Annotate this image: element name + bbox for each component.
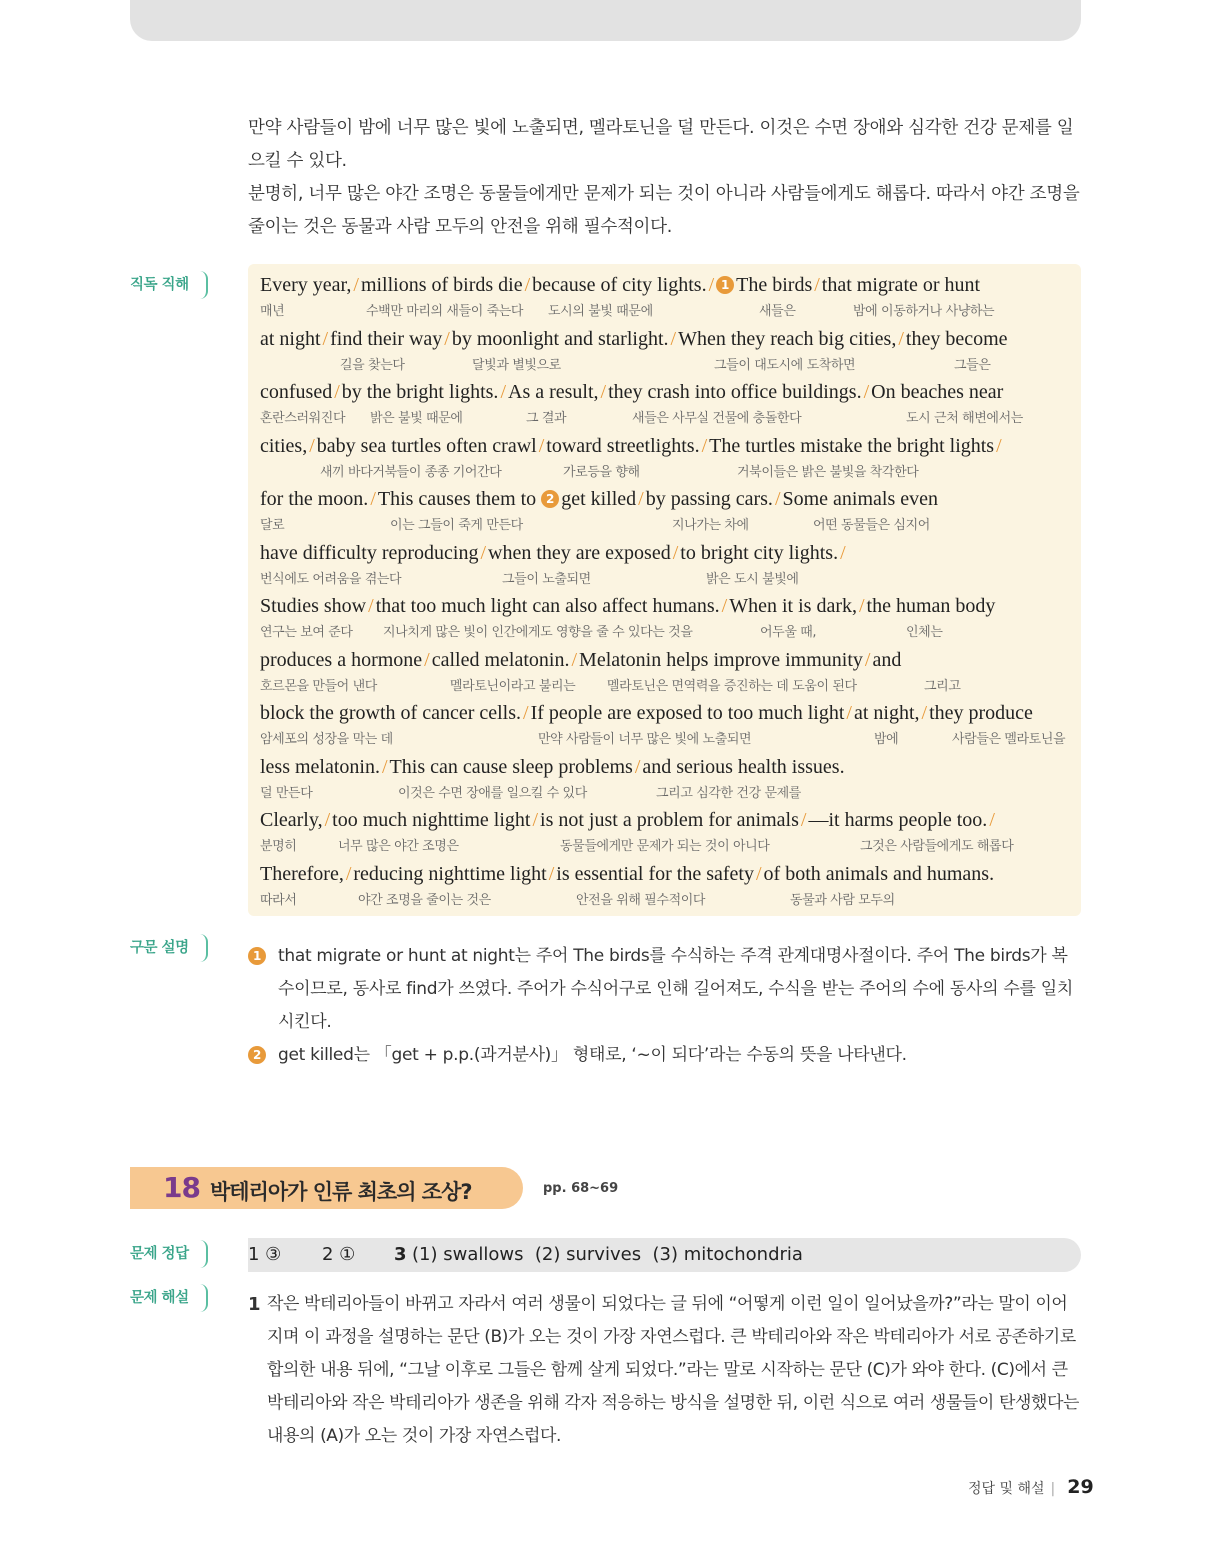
page-number: 29 [1067,1476,1094,1498]
korean-gloss: 그들은 [954,358,991,373]
top-bar [130,0,1081,41]
english-line: for the moon. / This causes them to 2 get killed / by passing cars. / Some animals even [260,488,939,510]
note-text: that migrate or hunt at night는 주어 The birds를 수식하는 주격 관계대명사절이다. 주어 The birds가 복수이므로, 동사로 find가 쓰였다. 주어가 수식어구로 인해 길어져도, 수식을 받는 주어의 수에 동사의 수를 일치시킨다. [278,946,1073,1032]
korean-gloss: 번식에도 어려움을 겪는다 [260,572,402,587]
korean-gloss: 그리고 [924,679,961,694]
chunk: by moonlight and starlight. [451,328,669,350]
chunk: at night [260,328,321,350]
english-line: at night / find their way / by moonlight and starlight. / When they reach big cities, / they become [260,328,1008,350]
korean-gloss: 어두울 때, [760,625,817,640]
chunk: and [872,649,902,671]
chunk: Therefore, [260,863,344,885]
chunk: toward streetlights. [546,435,700,457]
chunk: millions of birds die [360,274,523,296]
chunk: less melatonin. [260,756,380,778]
english-line: Every year, / millions of birds die / because of city lights. / 1 The birds / that migrate or hunt [260,274,981,296]
chunk: Some animals even [782,488,939,510]
korean-gloss: 연구는 보여 준다 [260,625,353,640]
korean-gloss: 혼란스러워진다 [260,411,346,426]
chunk: because of city lights. [532,274,707,296]
chunk: This causes them to [377,488,537,510]
korean-gloss: 달로 [260,518,285,533]
chunk: —it harms people too. [808,809,988,831]
section-pages: pp. 68~69 [543,1181,619,1196]
chunk: find their way [330,328,443,350]
english-line: have difficulty reproducing / when they are exposed / to bright city lights. / [260,542,846,564]
chunk: baby sea turtles often crawl [316,435,537,457]
korean-gloss: 만약 사람들이 너무 많은 빛에 노출되면 [538,732,752,747]
chunk: they produce [929,702,1033,724]
english-line: Therefore, / reducing nighttime light / is essential for the safety / of both animals and humans. [260,863,995,885]
korean-gloss: 새들은 사무실 건물에 충돌한다 [632,411,802,426]
chunk: Every year, [260,274,352,296]
korean-gloss: 암세포의 성장을 막는 데 [260,732,393,747]
marker-1: 1 [716,276,734,294]
chunk: block the growth of cancer cells. [260,702,522,724]
grammar-notes [248,940,1083,1072]
chunk: get killed [561,488,637,510]
answer-label: 문제 정답 [130,1240,208,1268]
korean-gloss: 이는 그들이 죽게 만든다 [390,518,523,533]
section-number: 18 [163,1171,200,1204]
chunk: called melatonin. [431,649,570,671]
explanation-label: 문제 해설 [130,1284,208,1312]
footer-text: 정답 및 해설 [968,1481,1045,1497]
english-line: produces a hormone / called melatonin. / Melatonin helps improve immunity / and [260,649,902,671]
korean-gloss: 도시의 불빛 때문에 [548,304,653,319]
chunk: by the bright lights. [341,381,499,403]
explanation-number: 1 [248,1294,261,1315]
chunk: the human body [866,595,996,617]
chunk: have difficulty reproducing [260,542,479,564]
chunk: by passing cars. [645,488,773,510]
section-header [130,1167,523,1209]
korean-translation [248,112,1083,244]
korean-gloss: 동물들에게만 문제가 되는 것이 아니다 [560,839,770,854]
korean-gloss: 길을 찾는다 [340,358,405,373]
korean-gloss: 밤에 이동하거나 사냥하는 [853,304,995,319]
chunk: at night, [853,702,920,724]
korean-gloss: 야간 조명을 줄이는 것은 [358,893,491,908]
korean-gloss: 거북이들은 밝은 불빛을 착각한다 [737,465,919,480]
answer-bar [248,1238,1081,1272]
korean-gloss: 달빛과 별빛으로 [472,358,561,373]
korean-gloss: 멜라토닌이라고 불리는 [450,679,576,694]
korean-gloss: 동물과 사람 모두의 [790,893,895,908]
grammar-note [248,1039,1083,1072]
answer-3: (1) swallows (2) survives (3) mitochondria [412,1244,803,1265]
english-line: Clearly, / too much nighttime light / is not just a problem for animals / —it harms people too. / [260,809,995,831]
korean-gloss: 밝은 불빛 때문에 [370,411,463,426]
chunk: Studies show [260,595,367,617]
korean-gloss: 이것은 수면 장애를 일으킬 수 있다 [398,786,587,801]
chunk: they become [905,328,1008,350]
chunk: As a result, [508,381,599,403]
chunk: that migrate or hunt [821,274,981,296]
korean-gloss: 덜 만든다 [260,786,313,801]
reading-box [248,264,1081,916]
chunk: to bright city lights. [680,542,839,564]
korean-gloss: 그 결과 [526,411,567,426]
korean-gloss: 가로등을 향해 [563,465,640,480]
korean-gloss: 그들이 대도시에 도착하면 [714,358,856,373]
chunk: and serious health issues. [642,756,845,778]
chunk: The turtles mistake the bright lights [709,435,995,457]
chunk: when they are exposed [488,542,671,564]
korean-gloss: 새끼 바다거북들이 종종 기어간다 [320,465,502,480]
chunk: reducing nighttime light [353,863,547,885]
korean-gloss: 매년 [260,304,285,319]
english-line: block the growth of cancer cells. / If people are exposed to too much light / at night, / they produce [260,702,1033,724]
korean-gloss: 호르몬을 만들어 낸다 [260,679,377,694]
chunk: Clearly, [260,809,323,831]
footer: 정답 및 해설 | 29 [968,1476,1094,1498]
chunk: confused [260,381,333,403]
chunk: they crash into office buildings. [608,381,862,403]
note-text: get killed는 「get + p.p.(과거분사)」 형태로, ‘~이 되다’라는 수동의 뜻을 나타낸다. [278,1045,907,1065]
chunk: for the moon. [260,488,369,510]
chunk: The birds [736,274,813,296]
korean-gloss: 사람들은 멜라토닌을 [952,732,1066,747]
translation-paragraph: 분명히, 너무 많은 야간 조명은 동물들에게만 문제가 되는 것이 아니라 사람들에게도 해롭다. 따라서 야간 조명을 줄이는 것은 동물과 사람 모두의 안전을 위해 필수적이다. [248,184,1080,237]
korean-gloss: 지나치게 많은 빛이 인간에게도 영향을 줄 수 있다는 것을 [383,625,693,640]
chunk: too much nighttime light [332,809,531,831]
chunk: When they reach big cities, [678,328,897,350]
chunk: If people are exposed to too much light [530,702,845,724]
korean-gloss: 그것은 사람들에게도 해롭다 [860,839,1014,854]
korean-gloss: 너무 많은 야간 조명은 [338,839,459,854]
korean-gloss: 도시 근처 해변에서는 [906,411,1023,426]
note-number: 1 [248,947,266,965]
korean-gloss: 새들은 [759,304,796,319]
chunk: On beaches near [871,381,1004,403]
korean-gloss: 어떤 동물들은 심지어 [813,518,930,533]
korean-gloss: 수백만 마리의 새들이 죽는다 [366,304,524,319]
korean-gloss: 따라서 [260,893,297,908]
answer-3-number: 3 [394,1244,407,1265]
reading-label: 직독 직해 [130,271,208,299]
answer-2: 2 ① [322,1244,356,1265]
korean-gloss: 그들이 노출되면 [502,572,591,587]
chunk: of both animals and humans. [763,863,995,885]
chunk: cities, [260,435,308,457]
chunk: Melatonin helps improve immunity [579,649,863,671]
chunk: produces a hormone [260,649,423,671]
marker-2: 2 [541,490,559,508]
english-line: Studies show / that too much light can also affect humans. / When it is dark, / the human body [260,595,996,617]
chunk: This can cause sleep problems [389,756,633,778]
section-title: 박테리아가 인류 최초의 조상? [210,1180,472,1204]
korean-gloss: 인체는 [906,625,943,640]
korean-gloss: 그리고 심각한 건강 문제를 [656,786,801,801]
chunk: When it is dark, [729,595,857,617]
korean-gloss: 멜라토닌은 면역력을 증진하는 데 도움이 된다 [607,679,857,694]
korean-gloss: 밤에 [874,732,899,747]
chunk: is not just a problem for animals [540,809,799,831]
chunk: that too much light can also affect humans. [375,595,720,617]
korean-gloss: 지나가는 차에 [672,518,749,533]
explanation [248,1288,1083,1453]
korean-gloss: 분명히 [260,839,297,854]
korean-gloss: 안전을 위해 필수적이다 [576,893,706,908]
note-number: 2 [248,1046,266,1064]
english-line: confused / by the bright lights. / As a result, / they crash into office buildings. / On beaches near [260,381,1004,403]
explanation-text: 작은 박테리아들이 바뀌고 자라서 여러 생물이 되었다는 글 뒤에 “어떻게 이런 일이 일어났을까?”라는 말이 이어지며 이 과정을 설명하는 문단 (B)가 오는 것이 가장 자연스럽다. 큰 박테리아와 작은 박테리아가 서로 공존하기로 합의한 내용 뒤에, “그날 이후로 그들은 함께 살게 되었다.”라는 말로 시작하는 문단 (C)가 와야 한다. (C)에서 큰 박테리아와 작은 박테리아가 생존을 위해 각자 적응하는 방식을 설명한 뒤, 이런 식으로 여러 생물들이 탄생했다는 내용의 (A)가 오는 것이 가장 자연스럽다. [267,1294,1080,1446]
english-line: less melatonin. / This can cause sleep problems / and serious health issues. [260,756,845,778]
english-line: cities, / baby sea turtles often crawl / toward streetlights. / The turtles mistake the bright lights / [260,435,1002,457]
translation-paragraph: 만약 사람들이 밤에 너무 많은 빛에 노출되면, 멜라토닌을 덜 만든다. 이것은 수면 장애와 심각한 건강 문제를 일으킬 수 있다. [248,118,1074,171]
grammar-note [248,940,1083,1039]
grammar-label: 구문 설명 [130,934,208,962]
answer-1: 1 ③ [248,1244,282,1265]
korean-gloss: 밝은 도시 불빛에 [706,572,799,587]
chunk: is essential for the safety [556,863,754,885]
